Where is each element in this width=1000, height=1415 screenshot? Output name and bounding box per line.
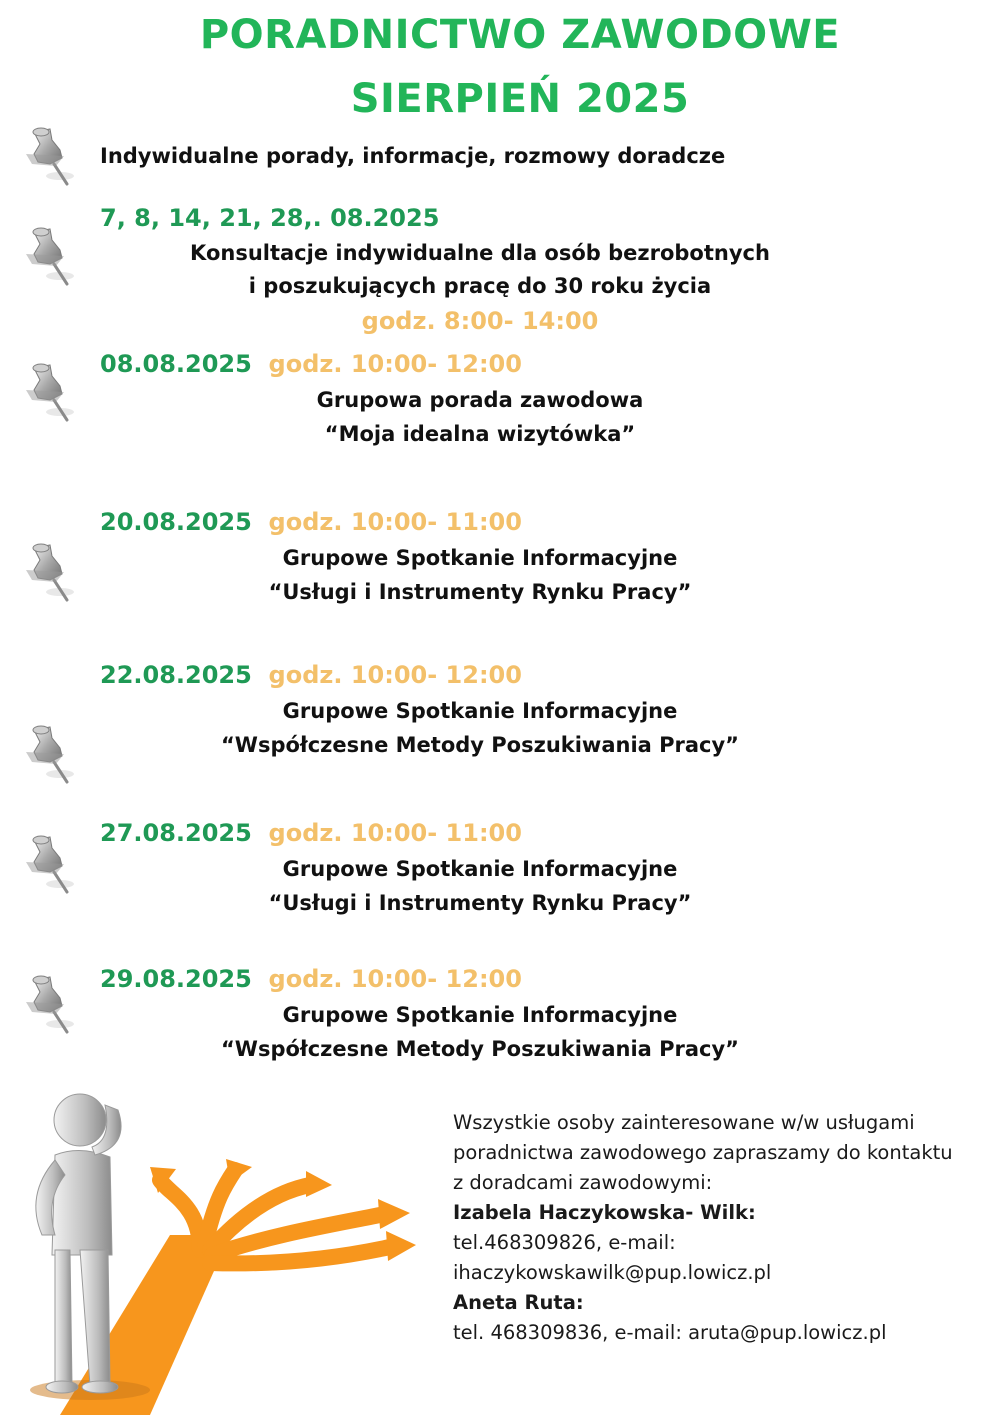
event-2-subtitle: “Usługi i Instrumenty Rynku Pracy” — [268, 580, 692, 604]
page-title-line2: SIERPIEŃ 2025 — [350, 76, 690, 122]
event-5-header — [100, 965, 522, 993]
event-2-header — [100, 508, 522, 536]
event-hours: godz. 10:00- 11:00 — [268, 508, 522, 536]
individual-dates: 7, 8, 14, 21, 28,. 08.2025 — [100, 204, 440, 232]
event-5-subtitle: “Współczesne Metody Poszukiwania Pracy” — [221, 1037, 739, 1061]
event-5-title: Grupowe Spotkanie Informacyjne — [282, 1003, 678, 1027]
contact-person1-name: Izabela Haczykowska- Wilk: — [453, 1201, 756, 1224]
event-hours: godz. 10:00- 12:00 — [268, 661, 522, 689]
intro-text: Indywidualne porady, informacje, rozmowy doradcze — [100, 144, 726, 168]
event-1-subtitle: “Moja idealna wizytówka” — [324, 422, 636, 446]
event-4-subtitle: “Usługi i Instrumenty Rynku Pracy” — [268, 891, 692, 915]
event-2-title: Grupowe Spotkanie Informacyjne — [282, 546, 678, 570]
event-date: 22.08.2025 — [100, 661, 252, 689]
event-hours: godz. 10:00- 11:00 — [268, 819, 522, 847]
event-date: 20.08.2025 — [100, 508, 252, 536]
contact-block — [453, 1108, 993, 1348]
event-1-header — [100, 350, 522, 378]
pushpin-icon — [20, 126, 80, 190]
contact-person2-name: Aneta Ruta: — [453, 1291, 584, 1314]
event-3-title: Grupowe Spotkanie Informacyjne — [282, 699, 678, 723]
contact-intro-line3: z doradcami zawodowymi: — [453, 1171, 713, 1194]
contact-person1-tel: tel.468309826, e-mail: — [453, 1231, 676, 1254]
individual-line1: Konsultacje indywidualne dla osób bezrobotnych — [190, 241, 770, 265]
event-date: 27.08.2025 — [100, 819, 252, 847]
individual-hours: godz. 8:00- 14:00 — [361, 307, 599, 335]
event-3-header — [100, 661, 522, 689]
contact-intro-line2: poradnictwa zawodowego zapraszamy do kontaktu — [453, 1141, 953, 1164]
contact-person1-email[interactable]: ihaczykowskawilk@pup.lowicz.pl — [453, 1261, 772, 1284]
event-date: 29.08.2025 — [100, 965, 252, 993]
event-hours: godz. 10:00- 12:00 — [268, 350, 522, 378]
event-3-subtitle: “Współczesne Metody Poszukiwania Pracy” — [221, 733, 739, 757]
event-date: 08.08.2025 — [100, 350, 252, 378]
event-hours: godz. 10:00- 12:00 — [268, 965, 522, 993]
crossroads-illustration — [0, 1085, 440, 1415]
event-4-title: Grupowe Spotkanie Informacyjne — [282, 857, 678, 881]
individual-line2: i poszukujących pracę do 30 roku życia — [248, 274, 712, 298]
event-1-title: Grupowa porada zawodowa — [316, 388, 644, 412]
contact-intro-line1: Wszystkie osoby zainteresowane w/w usługami — [453, 1111, 915, 1134]
event-4-header — [100, 819, 522, 847]
page-title-line1: PORADNICTWO ZAWODOWE — [199, 12, 841, 58]
contact-person2-tel-email[interactable]: tel. 468309836, e-mail: aruta@pup.lowicz.pl — [453, 1321, 887, 1344]
